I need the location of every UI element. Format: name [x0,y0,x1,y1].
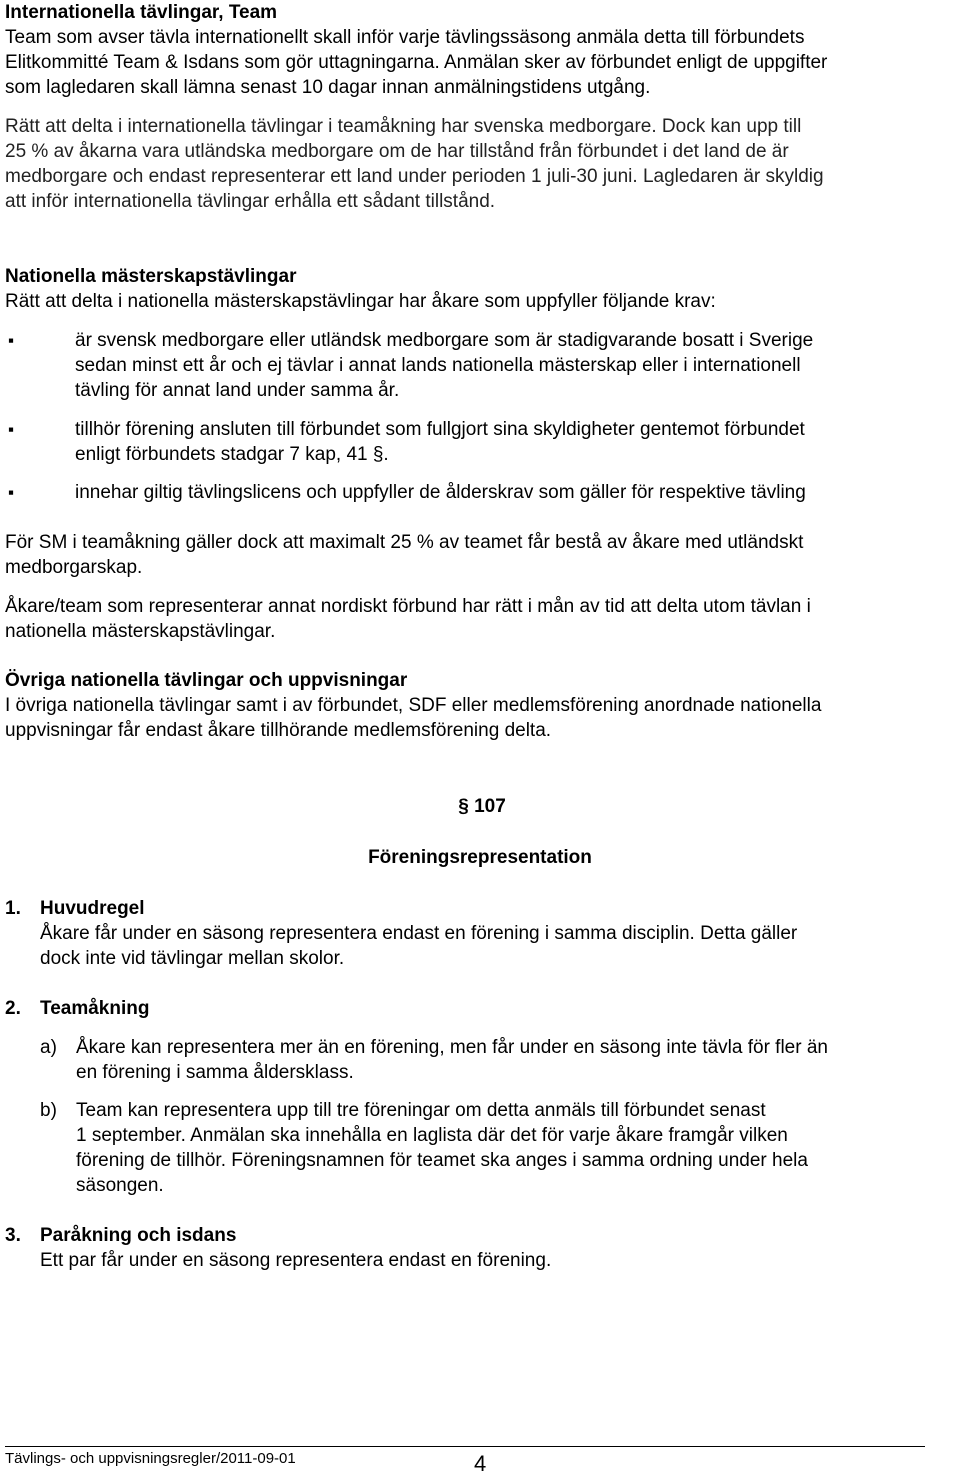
intl-section [5,0,954,100]
square-bullet-icon: ▪ [8,483,15,502]
sub-item-line: 1 september. Anmälan ska innehålla en laglista där det för varje åkare framgår vilken [76,1125,788,1146]
sub-item-line: förening de tillhör. Föreningsnamnen för teamet ska anges i samma ordning under hela [76,1150,808,1171]
sub-item-line: Team kan representera upp till tre föreningar om detta anmäls till förbundet senast [76,1100,766,1121]
bullet-line: är svensk medborgare eller utländsk medborgare som är stadigvarande bosatt i Sverige [75,330,814,351]
other-heading: Övriga nationella tävlingar och uppvisningar [5,670,408,691]
sub-item [40,1035,954,1085]
item-line: dock inte vid tävlingar mellan skolor. [40,948,345,969]
list-item [8,480,954,505]
page-number: 4 [474,1451,487,1476]
other-section [5,668,954,743]
nat-bullet-list [8,417,954,467]
item-line: Åkare får under en säsong representera endast en förening i samma disciplin. Detta gäller [40,923,798,944]
nat-bullet-list [8,328,954,403]
list-item [8,417,954,467]
intl-line: som lagledaren skall lämna senast 10 dagar innan anmälningstidens utgång. [5,77,651,98]
bullet-line: tävling för annat land under samma år. [75,380,400,401]
sub-item-line: en förening i samma åldersklass. [76,1062,354,1083]
other-line: I övriga nationella tävlingar samt i av förbundet, SDF eller medlemsförening anordnade nationella [5,695,822,716]
section-number: § 107 [458,796,506,817]
bullet-line: sedan minst ett år och ej tävlar i annat lands nationella mästerskap eller i internationell [75,355,801,376]
item-title: Huvudregel [40,898,145,919]
item-number: 1. [5,898,21,919]
sm-line: medborgarskap. [5,557,143,578]
bullet-line: tillhör förening ansluten till förbundet som fullgjort sina skyldigheter gentemot förbundet [75,419,805,440]
intl-p2-line: 25 % av åkarna vara utländska medborgare om de har tillstånd från förbundet i det land de är [5,141,789,162]
numbered-item [5,896,954,971]
sm-paragraph [5,530,954,580]
list-item [8,328,954,403]
sub-item-letter: b) [40,1100,57,1121]
numbered-item [5,996,954,1021]
nat-heading: Nationella mästerskapstävlingar [5,266,297,287]
intl-line: Elitkommitté Team & Isdans som gör uttagningarna. Anmälan sker av förbundet enligt de uppgifter [5,52,828,73]
item-title: Teamåkning [40,998,150,1019]
intl-p2-line: Rätt att delta i internationella tävlingar i teamåkning har svenska medborgare. Dock kan upp till [5,116,802,137]
footer-text: Tävlings- och uppvisningsregler/2011-09-01 [5,1450,296,1467]
intl-heading: Internationella tävlingar, Team [5,2,278,23]
item-number: 2. [5,998,21,1019]
sub-item-line: Åkare kan representera mer än en förening, men får under en säsong inte tävla för fler än [76,1037,828,1058]
item-line: Ett par får under en säsong representera endast en förening. [40,1250,552,1271]
bullet-line: innehar giltig tävlingslicens och uppfyller de ålderskrav som gäller för respektive tävling [75,482,806,503]
numbered-item [5,1223,954,1273]
square-bullet-icon: ▪ [8,331,15,350]
footer-divider [5,1446,925,1447]
intl-p2-line: medborgare och endast representerar ett land under perioden 1 juli-30 juni. Lagledaren är skyldig [5,166,824,187]
nordic-paragraph [5,594,954,644]
sub-item-line: säsongen. [76,1175,164,1196]
nordic-line: nationella mästerskapstävlingar. [5,621,276,642]
nat-intro: Rätt att delta i nationella mästerskapstävlingar har åkare som uppfyller följande krav: [5,291,716,312]
nordic-line: Åkare/team som representerar annat nordiskt förbund har rätt i mån av tid att delta utom tävlan i [5,596,811,617]
other-line: uppvisningar får endast åkare tillhörande medlemsförening delta. [5,720,552,741]
bullet-line: enligt förbundets stadgar 7 kap, 41 §. [75,444,389,465]
square-bullet-icon: ▪ [8,420,15,439]
nat-section [5,264,954,314]
intl-line: Team som avser tävla internationellt skall inför varje tävlingssäsong anmäla detta till förbundets [5,27,805,48]
intl-p2-line: att inför internationella tävlingar erhålla ett sådant tillstånd. [5,191,496,212]
item-title: Paråkning och isdans [40,1225,237,1246]
sub-item [40,1098,954,1198]
sub-item-letter: a) [40,1037,57,1058]
intl-paragraph-2 [5,114,954,214]
nat-bullet-list [8,480,954,505]
item-number: 3. [5,1225,21,1246]
section-title: Föreningsrepresentation [368,847,592,868]
sm-line: För SM i teamåkning gäller dock att maximalt 25 % av teamet får bestå av åkare med utländskt [5,532,804,553]
